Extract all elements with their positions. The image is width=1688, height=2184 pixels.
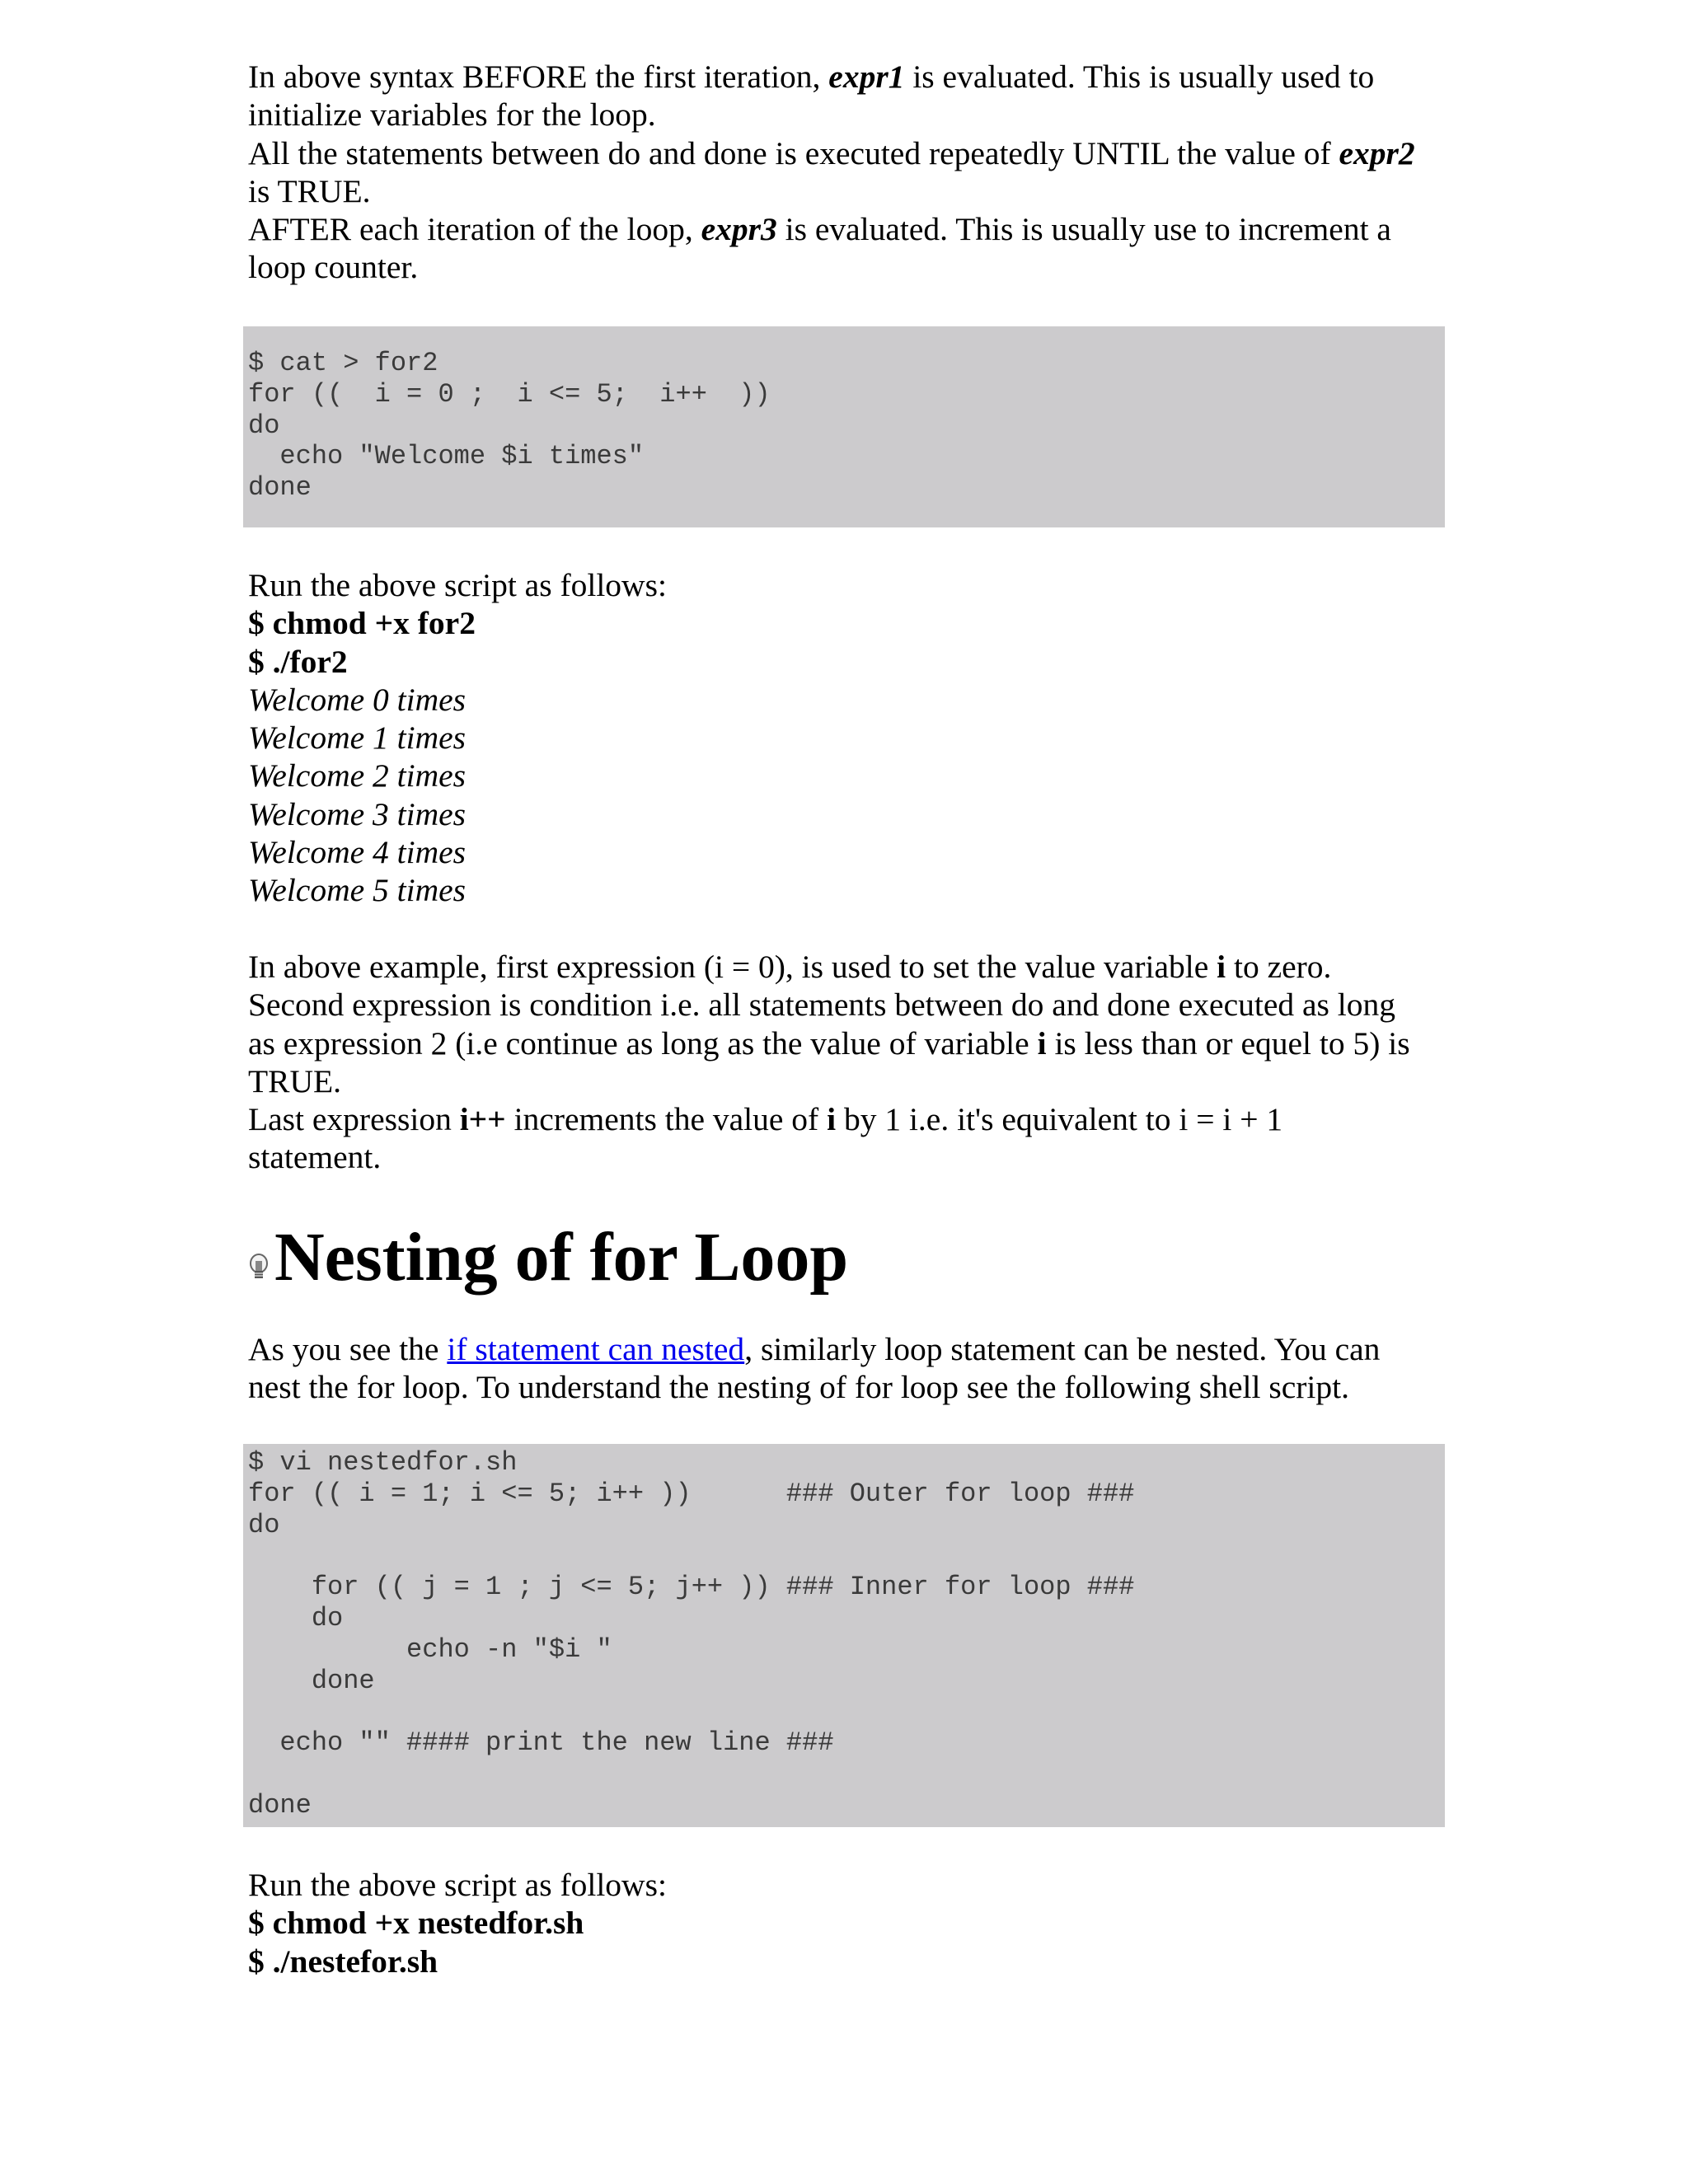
command-line: $ ./for2 (248, 643, 348, 680)
code-line: for (( i = 1; i <= 5; i++ )) ### Outer for loop ### (248, 1478, 1135, 1509)
if-statement-link[interactable]: if statement can nested (447, 1331, 745, 1367)
text-line: statement. (248, 1139, 382, 1176)
output-line: Welcome 0 times (248, 681, 467, 718)
text-fragment: is evaluated. This is usually use to increment a (776, 211, 1391, 248)
code-line: done (248, 472, 312, 504)
text-fragment: is evaluated. This is usually used to (904, 59, 1375, 95)
bold-variable: i++ (459, 1101, 506, 1138)
text-line: TRUE. (248, 1062, 342, 1099)
text-line: Second expression is condition i.e. all statements between do and done executed as long (248, 987, 1396, 1024)
command-line: $ ./nestefor.sh (248, 1943, 438, 1980)
intro-paragraph (248, 58, 1443, 287)
command-line: $ chmod +x for2 (248, 605, 476, 642)
emphasis-expr2: expr2 (1339, 134, 1415, 171)
bold-variable: i (1217, 949, 1226, 985)
code-line: do (248, 1509, 280, 1540)
text-line: nest the for loop. To understand the nesting of for loop see the following shell script. (248, 1369, 1349, 1406)
text-fragment: to zero. (1226, 949, 1332, 985)
output-line: Welcome 5 times (248, 872, 467, 909)
output-line: Welcome 1 times (248, 719, 467, 757)
run-intro: Run the above script as follows: (248, 567, 667, 603)
emphasis-expr3: expr3 (701, 211, 777, 248)
run-instructions-nestedfor (248, 1866, 1443, 1980)
page-title: Nesting of for Loop (274, 1219, 849, 1296)
text-fragment: as expression 2 (i.e continue as long as the value of variable (248, 1024, 1038, 1062)
text-fragment: , similarly loop statement can be nested. You can (744, 1331, 1381, 1367)
text-fragment: In above syntax BEFORE the first iteration, (248, 59, 829, 95)
code-listing-nestedfor (248, 1447, 1134, 1821)
command-line: $ chmod +x nestedfor.sh (248, 1905, 584, 1942)
code-line: $ cat > for2 (248, 348, 438, 378)
lightbulb-icon (248, 1218, 270, 1246)
code-line: do (248, 1602, 344, 1633)
nesting-intro-paragraph (248, 1330, 1443, 1407)
bold-variable: i (1037, 1024, 1047, 1062)
text-fragment: by 1 i.e. it's equivalent to i = i + 1 (836, 1101, 1283, 1138)
bold-variable: i (827, 1101, 837, 1138)
text-fragment: In above example, first expression (i = 0), is used to set the value variable (248, 949, 1217, 985)
text-line: initialize variables for the loop. (248, 96, 656, 134)
text-line: is TRUE. (248, 172, 371, 209)
code-line: echo -n "$i " (248, 1633, 612, 1665)
text-line: loop counter. (248, 249, 419, 286)
code-line: echo "" #### print the new line ### (248, 1727, 834, 1759)
text-fragment: Last expression (248, 1101, 460, 1138)
code-line: done (248, 1665, 375, 1696)
code-line: for (( j = 1 ; j <= 5; j++ )) ### Inner for loop ### (248, 1572, 1135, 1603)
output-line: Welcome 3 times (248, 795, 467, 832)
emphasis-expr1: expr1 (828, 59, 905, 95)
output-line: Welcome 4 times (248, 834, 467, 871)
code-line: $ vi nestedfor.sh (248, 1447, 518, 1478)
text-fragment: All the statements between do and done is executed repeatedly UNTIL the value of (248, 134, 1339, 171)
run-intro: Run the above script as follows: (248, 1867, 667, 1903)
section-heading (248, 1216, 848, 1299)
output-line: Welcome 2 times (248, 757, 467, 794)
code-line: echo "Welcome $i times" (248, 441, 645, 472)
explanation-paragraph (248, 948, 1443, 1177)
code-listing-for2 (248, 348, 771, 504)
code-line: done (248, 1789, 312, 1821)
text-fragment: AFTER each iteration of the loop, (248, 211, 701, 248)
run-instructions-for2 (248, 566, 1443, 910)
code-line: do (248, 410, 280, 441)
code-line: for (( i = 0 ; i <= 5; i++ )) (248, 378, 771, 410)
text-fragment: increments the value of (505, 1101, 828, 1138)
text-fragment: is less than or equel to 5) is (1046, 1024, 1410, 1062)
text-fragment: As you see the (248, 1331, 448, 1367)
